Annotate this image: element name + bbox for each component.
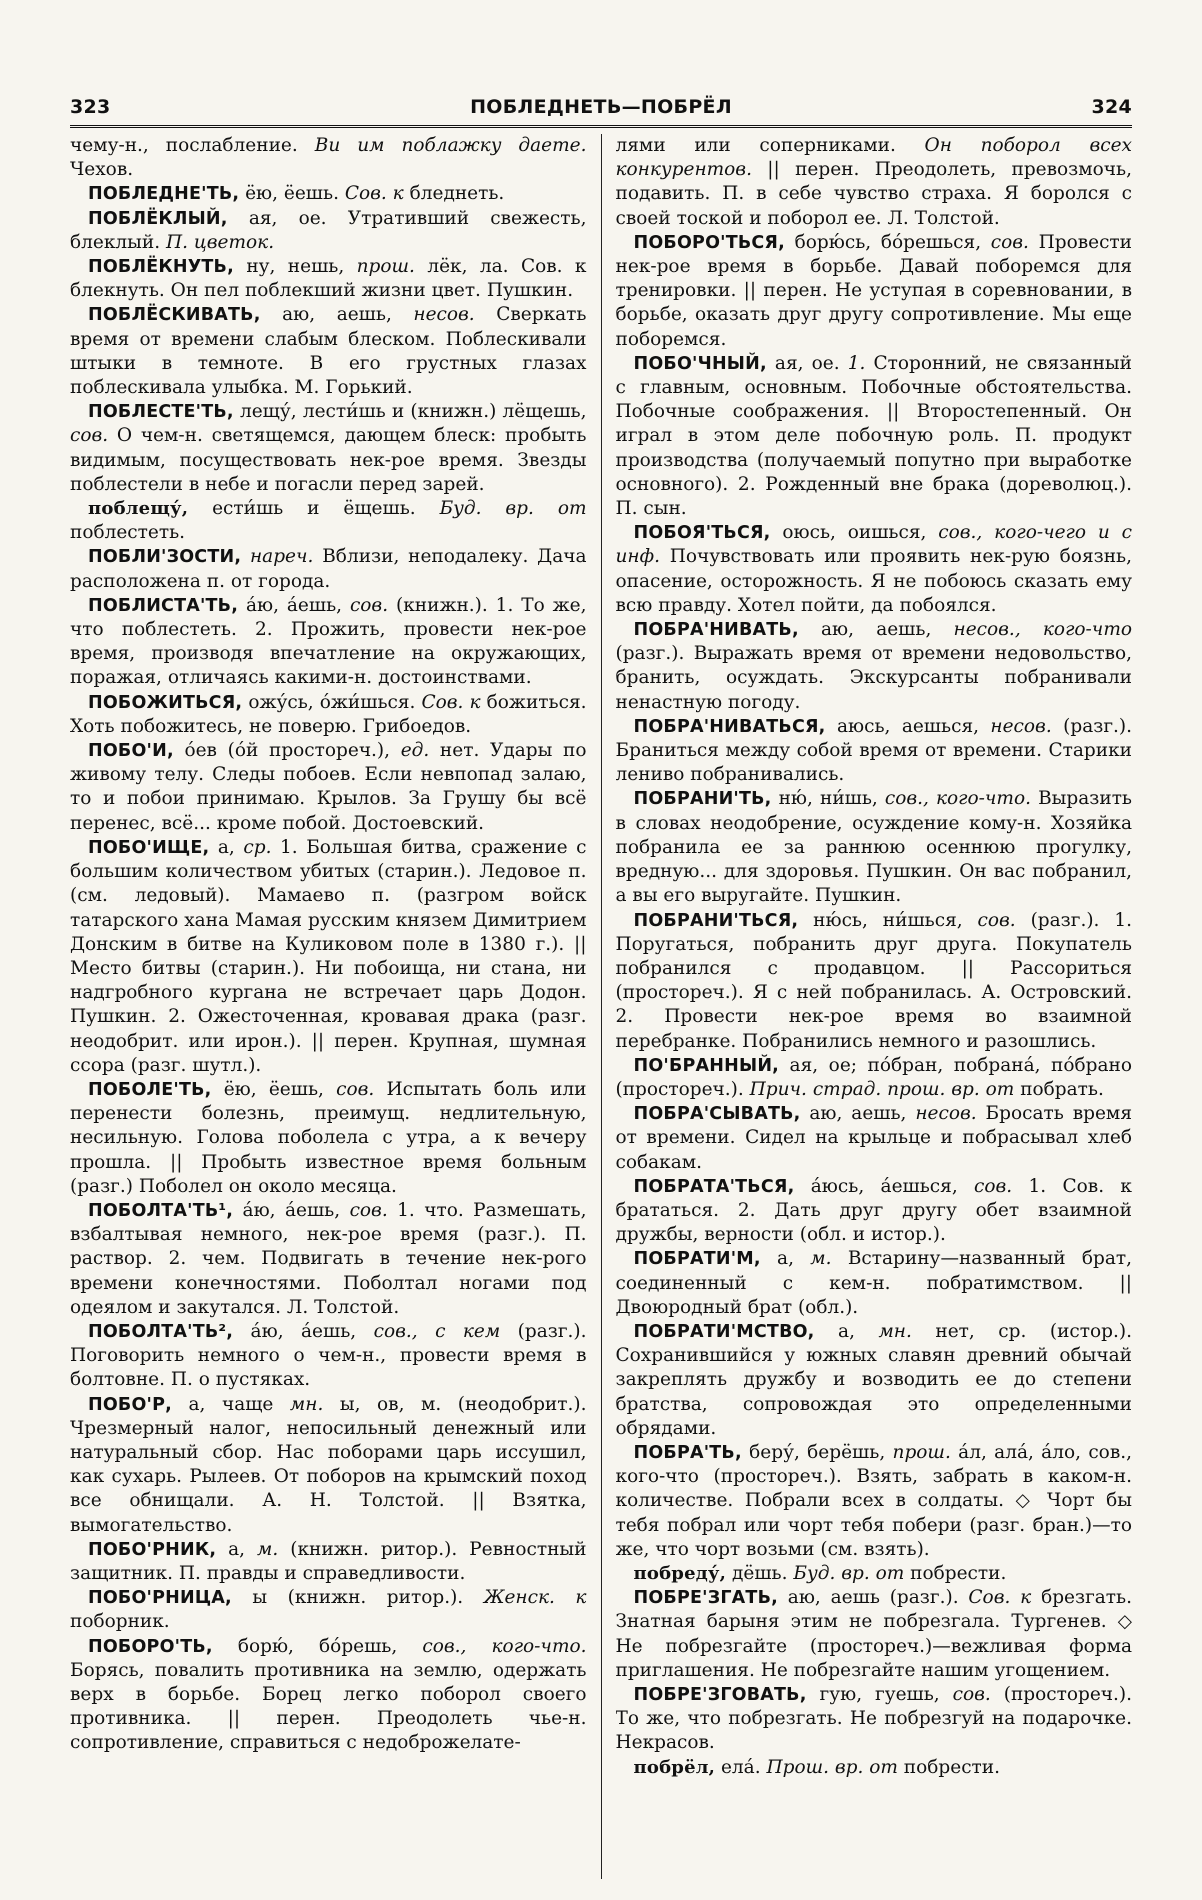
entry-tail: брезгать. Знатная барыня этим не побрезгала. Тургенев. ◇ Не побрезгайте (простореч.)—вежливая форма приглашения. Не побрезгайте нашим угощением. bbox=[615, 1587, 1132, 1681]
entry-text: оюсь, оишься, bbox=[770, 522, 939, 544]
entry-tail: божиться. Хоть побожитесь, не поверю. Грибоедов. bbox=[70, 691, 587, 737]
entry-italic: Женск. к bbox=[483, 1587, 587, 1609]
entry-headword: ПОБЛИСТА'ТЬ, bbox=[88, 595, 239, 616]
entry-italic: Сов. к bbox=[421, 691, 481, 713]
entry-italic: несов. bbox=[915, 1103, 977, 1125]
entry-italic: Прош. вр. от bbox=[766, 1756, 898, 1778]
entry-italic: ед. bbox=[400, 740, 430, 762]
entry-italic: несов., кого-что bbox=[953, 619, 1132, 641]
entry-tail: побрести. bbox=[904, 1562, 1007, 1584]
entry-tail: (книжн. ритор.). Ревностный защитник. П. правды и справедливости. bbox=[70, 1538, 587, 1584]
entry-tail: (простореч.). То же, что побрезгать. Не побрезгуй на подарочке. Некрасов. bbox=[615, 1684, 1132, 1754]
entry-text: лями или соперниками. bbox=[615, 135, 925, 156]
entry-italic: мн. bbox=[878, 1320, 912, 1342]
dictionary-columns bbox=[70, 134, 1132, 1879]
entry-tail: Сторонний, не связанный с главным, основным. Побочные обстоятельства. Побочные соображения. || Второстепенный. Он играл в этом деле побочную роль. П. продукт производства (получаемый попутно при выработке основного). 2. Рожденный вне брака (дореволюц.). П. сын. bbox=[615, 352, 1132, 520]
entry-text: а́ю, а́ешь, bbox=[238, 594, 350, 616]
entry-headword: ПОБЛЁКЛЫЙ, bbox=[88, 208, 228, 229]
dictionary-entry bbox=[70, 497, 587, 545]
dictionary-entry bbox=[616, 715, 1133, 788]
entry-text: ела́. bbox=[715, 1756, 767, 1778]
entry-text: а, bbox=[209, 836, 244, 858]
entry-text: а, bbox=[814, 1320, 879, 1342]
entry-tail: побрать. bbox=[1014, 1078, 1104, 1100]
entry-italic: сов., кого-чего и с инф. bbox=[615, 522, 1132, 568]
entry-italic: м. bbox=[257, 1538, 279, 1560]
entry-tail: 1. что. Размешать, взбалтывая немного, нек-рое время (разг.). П. раствор. 2. чем. Подвигать в течение нек-рого времени конечностями. Поболтал ногами под одеялом и закутался. Л. Толстой. bbox=[70, 1199, 587, 1318]
entry-tail: (разг.). Выражать время от времени недовольство, бранить, осуждать. Экскурсанты побранивали ненастную погоду. bbox=[615, 643, 1132, 713]
dictionary-entry bbox=[70, 134, 587, 182]
entry-tail: 1. Большая битва, сражение с большим количеством убитых (старин.). Ледовое п. (см. ледовый). Мамаево п. (разгром войск татарского хана Мамая русским князем Димитрием Донским в битве на Куликовом поле в 1380 г.). || Место битвы (старин.). Ни побоища, ни стана, ни надгробного кургана не встречает царь Додон. Пушкин. 2. Ожесточенная, кровавая драка (разг. неодобрит. или ирон.). || перен. Крупная, шумная ссора (разг. шутл.). bbox=[70, 836, 587, 1076]
dictionary-entry bbox=[616, 1054, 1133, 1102]
entry-italic: прош. bbox=[356, 256, 415, 278]
entry-italic: сов. bbox=[336, 1078, 375, 1100]
dictionary-entry bbox=[70, 255, 587, 303]
entry-text: ая, ое. bbox=[766, 352, 848, 374]
entry-headword: побреду́, bbox=[633, 1562, 727, 1584]
entry-tail: Провести нек-рое время в борьбе. Давай поборемся для тренировки. || перен. Не уступая в соревновании, в борьбе, оказать друг другу сопротивление. Мы еще поборемся. bbox=[615, 231, 1132, 350]
entry-headword: ПОБОРО'ТЬСЯ, bbox=[633, 232, 785, 253]
dictionary-entry bbox=[70, 182, 587, 206]
entry-text: ну, нешь, bbox=[233, 256, 357, 278]
entry-italic: Прич. страд. прош. вр. от bbox=[749, 1078, 1015, 1100]
entry-text: аю, аешь, bbox=[800, 1103, 916, 1125]
dictionary-entry bbox=[616, 521, 1133, 618]
entry-italic: Ви им поблажку даете. bbox=[314, 135, 587, 156]
header-rule bbox=[70, 125, 1132, 128]
dictionary-entry bbox=[70, 739, 587, 836]
dictionary-entry bbox=[616, 1441, 1133, 1562]
entry-text: борю́сь, бо́решься, bbox=[784, 231, 991, 253]
entry-tail: Выразить в словах неодобрение, осуждение кому-н. Хозяйка побранила ее за раннюю осеннюю прогулку, вредную... для здоровья. Пушкин. Он вас побранил, а вы его выругайте. Пушкин. bbox=[615, 788, 1132, 907]
entry-text: аю, аешь (разг.). bbox=[777, 1587, 969, 1609]
dictionary-entry bbox=[70, 1320, 587, 1393]
entry-italic: П. цветок. bbox=[165, 231, 275, 253]
right-page-number: 324 bbox=[1091, 96, 1132, 118]
entry-tail: поборник. bbox=[70, 1611, 170, 1633]
dictionary-entry bbox=[70, 1393, 587, 1538]
entry-tail: нет. Удары по живому телу. Следы побоев. Если невпопад залаю, то и побои принимаю. Крылов. За Грушу бы всё перенес, всё... кроме побой. Достоевский. bbox=[70, 740, 587, 834]
entry-italic: Буд. вр. от bbox=[439, 498, 587, 520]
entry-text: а́юсь, а́ешься, bbox=[794, 1175, 975, 1197]
dictionary-entry bbox=[616, 1247, 1133, 1320]
entry-text: ы (книжн. ритор.). bbox=[231, 1587, 484, 1609]
entry-tail: Борясь, повалить противника на землю, одержать верх в борьбе. Борец легко поборол своего противника. || перен. Преодолеть чье-н. сопротивление, справиться с недоброжелате- bbox=[70, 1659, 587, 1754]
entry-text: ню́сь, ни́шься, bbox=[798, 909, 978, 931]
entry-headword: ПОБЛЕДНЕ'ТЬ, bbox=[88, 184, 240, 205]
entry-text: а́ю, а́ешь, bbox=[233, 1320, 374, 1342]
entry-headword: ПОБРА'СЫВАТЬ, bbox=[633, 1104, 801, 1125]
entry-tail: || перен. Преодолеть, превозмочь, подавить. П. в себе чувство страха. Я боролся с своей тоской и поборол ее. Л. Толстой. bbox=[615, 159, 1132, 229]
entry-text: гую, гуешь, bbox=[806, 1684, 953, 1705]
entry-italic: Сов. к bbox=[968, 1587, 1032, 1609]
entry-headword: ПОБО'ИЩЕ, bbox=[88, 837, 210, 858]
entry-headword: побрёл, bbox=[633, 1756, 716, 1778]
dictionary-entry bbox=[70, 207, 587, 255]
entry-tail: (разг.). Поговорить немного о чем-н., провести время в болтовне. П. о пустяках. bbox=[70, 1320, 587, 1391]
left-page-number: 323 bbox=[70, 96, 111, 118]
left-column bbox=[70, 134, 587, 1879]
entry-tail: Сверкать время от времени слабым блеском. Поблескивали штыки в темноте. В его грустных глазах поблескивала улыбка. М. Горький. bbox=[70, 304, 587, 399]
entry-text: а, bbox=[216, 1538, 258, 1560]
entry-headword: ПОБЛЁСКИВАТЬ, bbox=[88, 305, 261, 326]
entry-text: борю́, бо́решь, bbox=[212, 1635, 423, 1657]
entry-italic: сов. bbox=[977, 909, 1016, 931]
dictionary-entry bbox=[616, 1320, 1133, 1441]
entry-headword: ПОБРА'ТЬ, bbox=[633, 1442, 742, 1463]
dictionary-entry bbox=[70, 1538, 587, 1586]
entry-headword: ПОБО'И, bbox=[88, 741, 174, 762]
entry-tail: (книжн.). 1. То же, что поблестеть. 2. Прожить, провести нек-рое время, производя впечатление на окружающих, поражая, отличаясь какими-н. достоинствами. bbox=[70, 594, 587, 689]
dictionary-entry bbox=[616, 909, 1133, 1054]
entry-text: ая, ое. Утративший свежесть, блеклый. bbox=[70, 207, 587, 253]
entry-tail: (разг.). 1. Поругаться, побранить друг друга. Покупатель побранился с продавцом. || Рассориться (простореч.). Я с ней побранилась. А. Островский. 2. Провести нек-рое время во взаимной перебранке. Побранились немного и разошлись. bbox=[615, 909, 1132, 1052]
entry-tail: ы, ов, м. (неодобрит.). Чрезмерный налог, непосильный денежный или натуральный сбор. Нас поборами царь иссушил, как сухарь. Рылеев. От поборов на крымский поход все обнищали. А. Н. Толстой. || Взятка, вымогательство. bbox=[70, 1393, 587, 1536]
entry-italic: мн. bbox=[289, 1393, 324, 1415]
dictionary-entry bbox=[616, 787, 1133, 908]
entry-italic: сов., кого-что. bbox=[884, 788, 1031, 810]
entry-text: а́ю, а́ешь, bbox=[233, 1199, 350, 1221]
entry-italic: сов. bbox=[952, 1684, 991, 1705]
entry-text: лещу́, лести́шь и (книжн.) лёщешь, bbox=[233, 401, 587, 423]
dictionary-entry bbox=[70, 836, 587, 1078]
entry-tail: 1. Сов. к брататься. 2. Дать друг другу обет взаимной дружбы, верности (обл. и истор.). bbox=[615, 1175, 1132, 1246]
entry-headword: ПОБО'РНИК, bbox=[88, 1539, 217, 1560]
dictionary-entry bbox=[70, 400, 587, 497]
column-divider bbox=[601, 134, 602, 1879]
entry-italic: м. bbox=[810, 1248, 832, 1270]
entry-italic: сов. bbox=[70, 425, 109, 447]
entry-text: аюсь, аешься, bbox=[825, 715, 991, 737]
entry-tail: Чехов. bbox=[70, 159, 134, 181]
entry-italic: сов. bbox=[349, 594, 389, 616]
entry-tail: (разг.). Браниться между собой время от времени. Старики лениво побранивались. bbox=[615, 715, 1132, 786]
entry-headword: ПОБРАНИ'ТЬ, bbox=[633, 789, 772, 810]
entry-text: аю, аешь, bbox=[798, 619, 954, 641]
entry-headword: ПОБО'РНИЦА, bbox=[88, 1588, 232, 1609]
entry-text: ёю, ёешь. bbox=[239, 183, 345, 205]
entry-headword: ПОБОЛЕ'ТЬ, bbox=[88, 1079, 212, 1100]
entry-text: ести́шь и ёщешь. bbox=[188, 498, 440, 520]
entry-text: ёю, ёешь, bbox=[211, 1078, 337, 1100]
dictionary-entry bbox=[616, 1102, 1133, 1175]
entry-headword: ПОБРАНИ'ТЬСЯ, bbox=[633, 910, 799, 931]
entry-headword: ПОБРА'НИВАТЬСЯ, bbox=[633, 716, 826, 737]
entry-tail: поблестеть. bbox=[70, 522, 186, 544]
entry-italic: нареч. bbox=[250, 546, 314, 568]
entry-text: а, bbox=[760, 1248, 811, 1270]
entry-text: ожу́сь, о́жи́шься. bbox=[242, 691, 422, 713]
dictionary-entry bbox=[616, 1562, 1133, 1586]
entry-headword: ПОБОЛТА'ТЬ¹, bbox=[88, 1200, 234, 1221]
entry-headword: ПОБЛЕСТЕ'ТЬ, bbox=[88, 402, 234, 423]
dictionary-entry bbox=[70, 1635, 587, 1756]
entry-italic: сов. bbox=[349, 1199, 388, 1221]
dictionary-entry bbox=[70, 1586, 587, 1634]
right-column bbox=[616, 134, 1133, 1879]
dictionary-entry bbox=[70, 594, 587, 691]
page-header bbox=[70, 88, 1132, 118]
entry-headword: ПОБРАТА'ТЬСЯ, bbox=[633, 1176, 795, 1197]
entry-tail: О чем-н. светящемся, дающем блеск: пробыть видимым, посуществовать нек-рое время. Звезды поблестели в небе и погасли перед зарей. bbox=[70, 425, 587, 495]
entry-tail: нет, ср. (истор.). Сохранившийся у южных славян древний обычай закреплять дружбу и возводить ее до степени братства, сопровождая это определенными обрядами. bbox=[615, 1320, 1132, 1439]
entry-italic: сов., кого-что. bbox=[422, 1635, 587, 1657]
dictionary-entry bbox=[70, 1199, 587, 1320]
entry-headword: ПО'БРАННЫЙ, bbox=[633, 1055, 780, 1076]
entry-headword: ПОБРА'НИВАТЬ, bbox=[633, 620, 799, 641]
entry-text bbox=[241, 546, 250, 567]
entry-text: беру́, берёшь, bbox=[741, 1441, 893, 1463]
entry-headword: ПОБРЕ'ЗГОВАТЬ, bbox=[633, 1685, 807, 1705]
entry-italic: Сов. к bbox=[344, 183, 404, 205]
dictionary-entry bbox=[616, 1586, 1133, 1683]
dictionary-entry bbox=[616, 352, 1133, 521]
entry-headword: ПОБО'Р, bbox=[88, 1394, 172, 1415]
entry-tail: бледнеть. bbox=[403, 183, 505, 205]
entry-headword: ПОБРАТИ'МСТВО, bbox=[633, 1321, 815, 1342]
entry-headword: ПОБОРО'ТЬ, bbox=[88, 1636, 213, 1657]
entry-tail: Бросать время от времени. Сидел на крыльце и побрасывал хлеб собакам. bbox=[615, 1103, 1132, 1173]
entry-text: о́ев (о́й простореч.), bbox=[173, 740, 401, 762]
entry-tail: Испытать боль или перенести болезнь, преимущ. недлительную, несильную. Голова поболела с утра, а к вечеру прошла. || Пробыть известное время больным (разг.) Поболел он около месяца. bbox=[70, 1078, 587, 1197]
entry-text: ню́, ни́шь, bbox=[771, 788, 885, 810]
entry-italic: сов. bbox=[990, 231, 1029, 253]
entry-tail: Встарину—названный брат, соединенный с кем-н. побратимством. || Двоюродный брат (обл.). bbox=[615, 1248, 1132, 1318]
dictionary-entry bbox=[616, 1175, 1133, 1248]
entry-text: ая, ое; по́бран, побрана́, по́брано (простореч.). bbox=[615, 1054, 1132, 1100]
entry-text: а, чаще bbox=[171, 1393, 290, 1415]
dictionary-entry bbox=[70, 303, 587, 400]
entry-italic: прош. bbox=[892, 1441, 951, 1463]
entry-headword: ПОБРЕ'ЗГАТЬ, bbox=[633, 1588, 778, 1609]
dictionary-entry bbox=[70, 1078, 587, 1199]
entry-headword: ПОБОЛТА'ТЬ², bbox=[88, 1321, 234, 1342]
entry-text: чему-н., послабление. bbox=[70, 135, 315, 156]
entry-headword: ПОБРАТИ'М, bbox=[633, 1249, 761, 1270]
entry-text: аю, аешь, bbox=[260, 304, 414, 326]
entry-tail: Почувствовать или проявить нек-рую боязнь, опасение, осторожность. Я не побоюсь сказать ему всю правду. Хотел пойти, да побоялся. bbox=[615, 546, 1132, 616]
entry-italic: сов., с кем bbox=[373, 1320, 501, 1342]
entry-italic: сов. bbox=[974, 1175, 1013, 1197]
dictionary-entry bbox=[616, 231, 1133, 352]
entry-headword: поблещу́, bbox=[88, 498, 189, 520]
dictionary-entry bbox=[616, 134, 1133, 231]
entry-italic: Он поборол всех конкурентов. bbox=[615, 135, 1132, 181]
entry-tail: лёк, ла. Сов. к блекнуть. Он пел поблекший жизни цвет. Пушкин. bbox=[70, 256, 587, 302]
dictionary-entry bbox=[70, 691, 587, 739]
entry-italic: 1. bbox=[847, 352, 866, 374]
entry-headword: ПОБОЯ'ТЬСЯ, bbox=[633, 523, 771, 544]
dictionary-entry bbox=[616, 1756, 1133, 1780]
entry-italic: несов. bbox=[413, 304, 475, 326]
entry-tail: побрести. bbox=[897, 1756, 1001, 1778]
dictionary-entry bbox=[616, 1683, 1133, 1756]
entry-italic: Буд. вр. от bbox=[793, 1562, 905, 1584]
entry-italic: несов. bbox=[990, 715, 1052, 737]
entry-tail: Вблизи, неподалеку. Дача расположена п. от города. bbox=[70, 546, 587, 592]
entry-headword: ПОБО'ЧНЫЙ, bbox=[633, 353, 767, 374]
running-title: ПОБЛЕДНЕТЬ—ПОБРЁЛ bbox=[470, 96, 732, 118]
entry-headword: ПОБЛИ'ЗОСТИ, bbox=[88, 547, 242, 568]
entry-headword: ПОБЛЁКНУТЬ, bbox=[88, 257, 234, 278]
dictionary-entry bbox=[70, 545, 587, 593]
entry-italic: ср. bbox=[243, 836, 272, 858]
entry-text: дёшь. bbox=[726, 1562, 794, 1584]
dictionary-entry bbox=[616, 618, 1133, 715]
entry-tail: а́л, ала́, а́ло, сов., кого-что (простореч.). Взять, забрать в каком-н. количестве. Побрали всех в солдаты. ◇ Чорт бы тебя побрал или чорт тебя побери (разг. бран.)—то же, что чорт возьми (см. взять). bbox=[615, 1441, 1132, 1560]
entry-headword: ПОБОЖИТЬСЯ, bbox=[88, 692, 243, 713]
